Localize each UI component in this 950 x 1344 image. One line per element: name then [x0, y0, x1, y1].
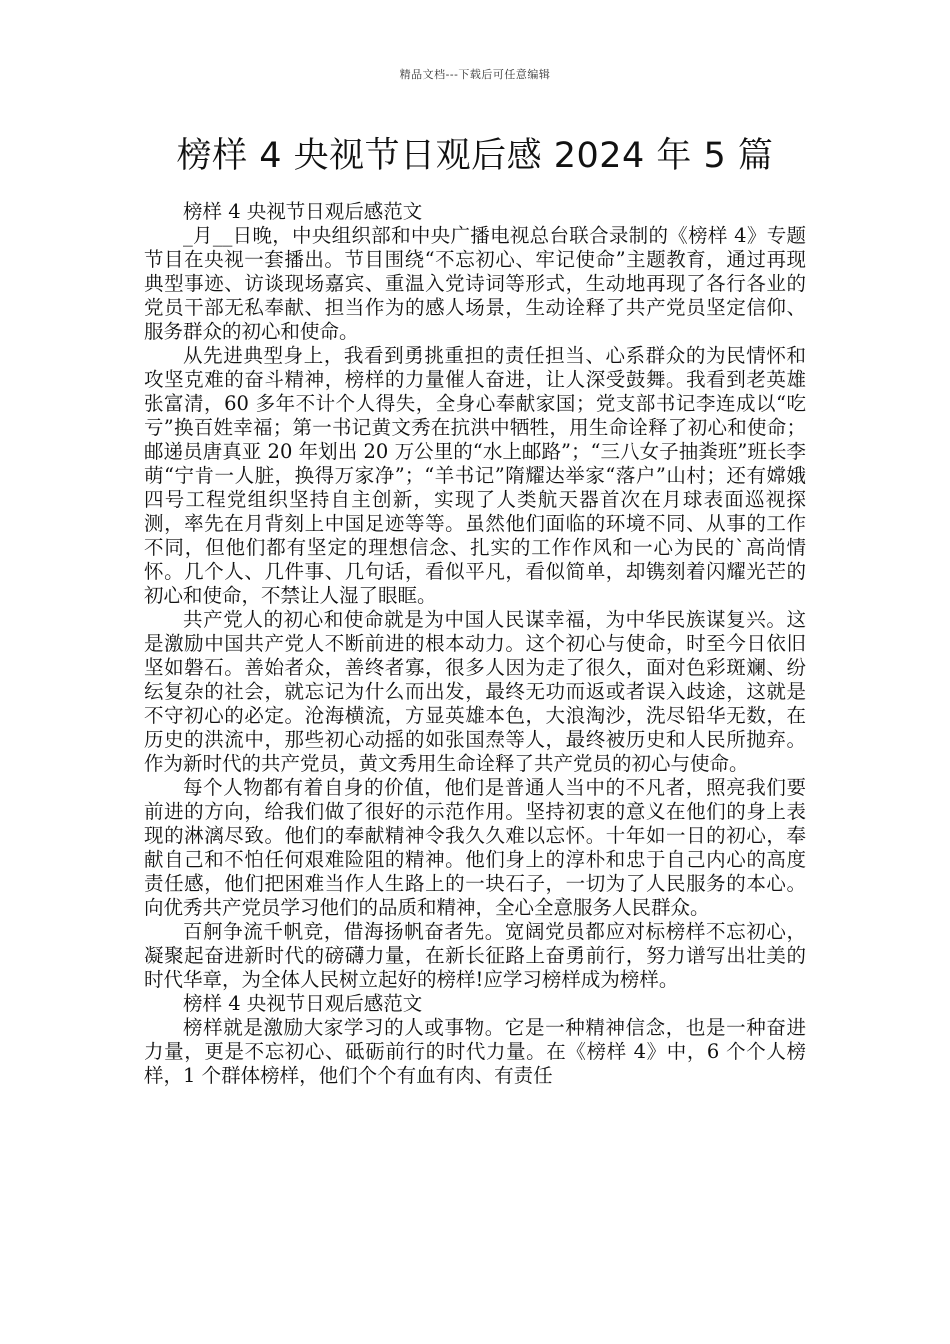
body-paragraph: 从先进典型身上，我看到勇挑重担的责任担当、心系群众的为民情怀和攻坚克难的奋斗精神，榜样的力量催人奋进，让人深受鼓舞。我看到老英雄张富清，60 多年不计个人得失，全身心奉献家国；党支部书记李连成以“吃亏”换百姓幸福；第一书记黄文秀在抗洪中牺牲，用生命诠释了初心和使命；邮递员唐真亚 20 年划出 20 万公里的“水上邮路”；“三八女子抽粪班”班长李萌“宁肯一人脏，换得万家净”；“羊书记”隋耀达举家“落户”山村；还有嫦娥四号工程党组织坚持自主创新，实现了人类航天器首次在月球表面巡视探测，率先在月背刻上中国足迹等等。虽然他们面临的环境不同、从事的工作不同，但他们都有坚定的理想信念、扎实的工作作风和一心为民的`高尚情怀。几个人、几件事、几句话，看似平凡，看似简单，却镌刻着闪耀光芒的初心和使命，不禁让人湿了眼眶。 [144, 344, 806, 607]
body-paragraph: 榜样就是激励大家学习的人或事物。它是一种精神信念，也是一种奋进力量，更是不忘初心、砥砺前行的时代力量。在《榜样 4》中，6 个个人榜样，1 个群体榜样，他们个个有血有肉、有责任 [144, 1016, 806, 1087]
body-paragraph: 共产党人的初心和使命就是为中国人民谋幸福，为中华民族谋复兴。这是激励中国共产党人不断前进的根本动力。这个初心与使命，时至今日依旧坚如磐石。善始者众，善终者寡，很多人因为走了很久，面对色彩斑斓、纷纭复杂的社会，就忘记为什么而出发，最终无功而返或者误入歧途，这就是不守初心的必定。沧海横流，方显英雄本色，大浪淘沙，洗尽铅华无数，在历史的洪流中，那些初心动摇的如张国焘等人，最终被历史和人民所抛弃。作为新时代的共产党员，黄文秀用生命诠释了共产党员的初心与使命。 [144, 608, 806, 775]
header-note: 精品文档---下载后可任意编辑 [399, 68, 551, 81]
document-title: 榜样 4 央视节日观后感 2024 年 5 篇 [176, 136, 774, 176]
section-heading: 榜样 4 央视节日观后感范文 [183, 200, 423, 223]
body-paragraph: _月__日晚，中央组织部和中央广播电视总台联合录制的《榜样 4》专题节目在央视一套播出。节目围绕“不忘初心、牢记使命”主题教育，通过再现典型事迹、访谈现场嘉宾、重温入党诗词等形式，生动地再现了各行各业的党员干部无私奉献、担当作为的感人场景，生动诠释了共产党员坚定信仰、服务群众的初心和使命。 [144, 224, 806, 343]
document-body [144, 200, 806, 1088]
section-heading: 榜样 4 央视节日观后感范文 [183, 992, 423, 1015]
body-paragraph: 百舸争流千帆竞，借海扬帆奋者先。宽阔党员都应对标榜样不忘初心，凝聚起奋进新时代的磅礴力量，在新长征路上奋勇前行，努力谱写出壮美的时代华章，为全体人民树立起好的榜样!应学习榜样成为榜样。 [144, 920, 806, 991]
body-paragraph: 每个人物都有着自身的价值，他们是普通人当中的不凡者，照亮我们要前进的方向，给我们做了很好的示范作用。坚持初衷的意义在他们的身上表现的淋漓尽致。他们的奉献精神令我久久难以忘怀。十年如一日的初心，奉献自己和不怕任何艰难险阻的精神。他们身上的淳朴和忠于自己内心的高度责任感，他们把困难当作人生路上的一块石子，一切为了人民服务的本心。向优秀共产党员学习他们的品质和精神，全心全意服务人民群众。 [144, 776, 806, 919]
